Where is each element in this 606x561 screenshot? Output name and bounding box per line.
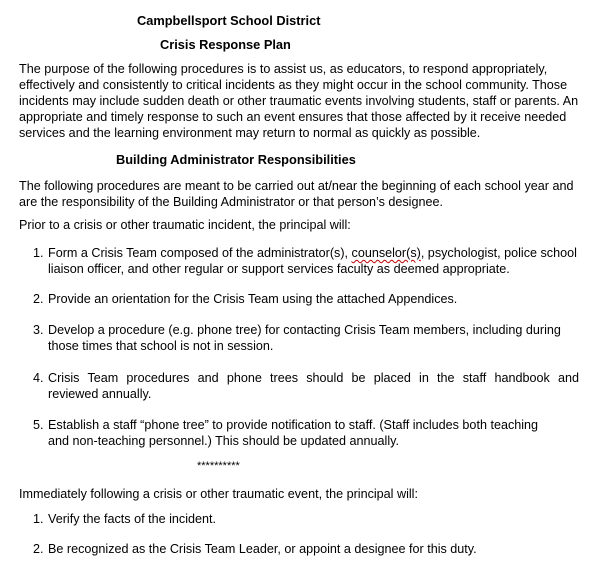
list-item-line: and non-teaching personnel.) This should be updated annually. (48, 434, 400, 448)
spellcheck-flag: counselor(s) (351, 246, 421, 260)
plan-title: Crisis Response Plan (160, 37, 291, 52)
list-item-line: Be recognized as the Crisis Team Leader, or appoint a designee for this duty. (48, 542, 477, 556)
paragraph-line: effectively and consistently to critical incidents as they might occur in the school community. Those (19, 78, 568, 92)
list-item-line: Establish a staff “phone tree” to provide notification to staff. (Staff includes both teaching (48, 418, 539, 432)
list-item-line: Form a Crisis Team composed of the administrator(s), counselor(s), psychologist, police school (48, 246, 577, 260)
list-number: 2. (33, 542, 44, 556)
list-number: 5. (33, 418, 44, 432)
separator: ********** (197, 460, 240, 472)
paragraph-line: incidents may include sudden death or other traumatic events involving students, staff or parents. An (19, 94, 579, 108)
section-heading: Building Administrator Responsibilities (116, 152, 356, 167)
after-label: Immediately following a crisis or other traumatic event, the principal will: (19, 487, 418, 501)
paragraph-line: appropriate and timely response to such an event ensures that those affected by it receive needed (19, 110, 567, 124)
list-number: 1. (33, 246, 44, 260)
paragraph-line: The following procedures are meant to be carried out at/near the beginning of each school year and (19, 179, 574, 193)
list-item-line: those times that school is not in session. (48, 339, 274, 353)
list-number: 4. (33, 371, 44, 385)
district-title: Campbellsport School District (137, 13, 321, 28)
list-number: 3. (33, 323, 44, 337)
paragraph-line: are the responsibility of the Building Administrator or that person’s designee. (19, 195, 443, 209)
list-number: 1. (33, 512, 44, 526)
list-item-line: reviewed annually. (48, 387, 152, 401)
paragraph-line: services and the learning environment may return to normal as quickly as possible. (19, 126, 481, 140)
list-item-line: Crisis Team procedures and phone trees should be placed in the staff handbook and (48, 371, 579, 385)
list-item-line: liaison officer, and other regular or support services faculty as deemed appropriate. (48, 262, 510, 276)
list-item-line: Verify the facts of the incident. (48, 512, 217, 526)
list-number: 2. (33, 292, 44, 306)
list-item-line: Provide an orientation for the Crisis Team using the attached Appendices. (48, 292, 458, 306)
paragraph-line: The purpose of the following procedures is to assist us, as educators, to respond appropriately, (19, 62, 548, 76)
list-item-line: Develop a procedure (e.g. phone tree) for contacting Crisis Team members, including during (48, 323, 561, 337)
prior-label: Prior to a crisis or other traumatic incident, the principal will: (19, 218, 351, 232)
